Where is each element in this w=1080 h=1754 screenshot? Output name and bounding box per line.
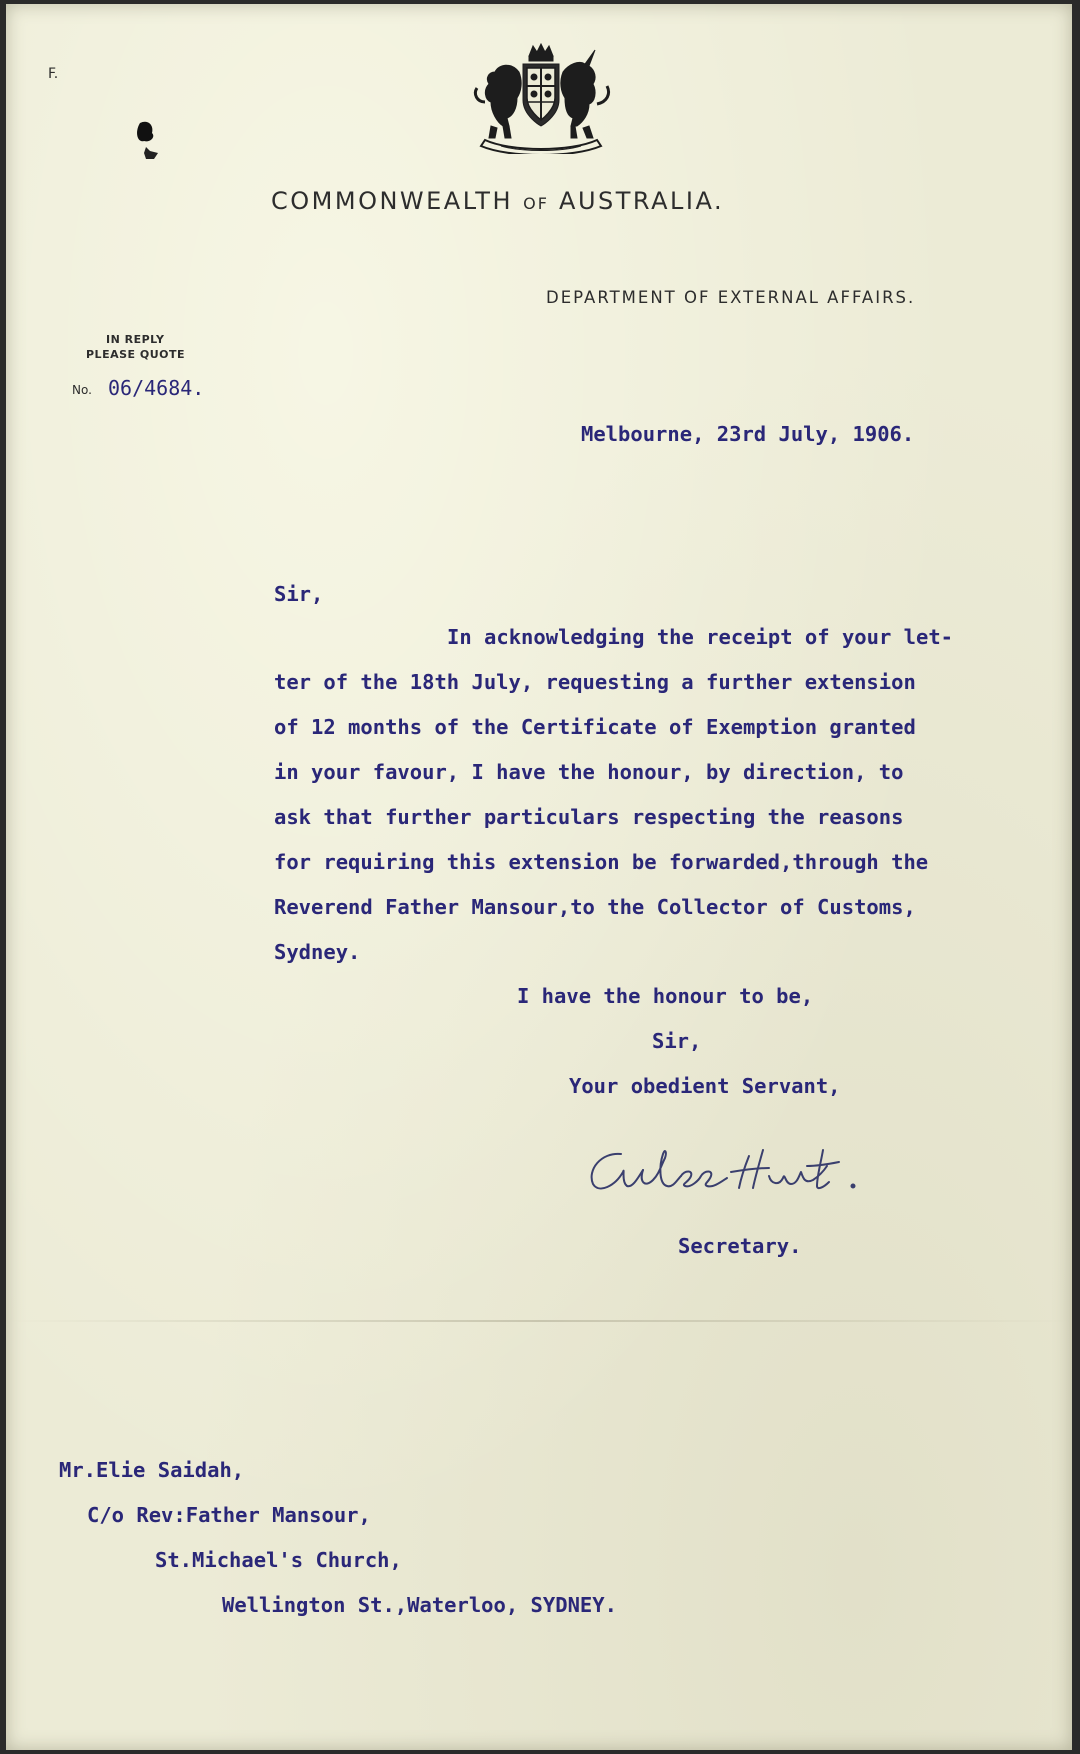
department-heading: DEPARTMENT OF EXTERNAL AFFAIRS. <box>546 288 916 307</box>
reply-instruction-line-1: IN REPLY <box>106 333 165 346</box>
signatory-title: Secretary. <box>678 1234 802 1258</box>
reply-instruction-line-2: PLEASE QUOTE <box>86 348 186 361</box>
letterhead-title-part-1: COMMONWEALTH <box>271 187 524 215</box>
addressee-line: Mr.Elie Saidah, <box>59 1458 245 1482</box>
letter-date: Melbourne, 23rd July, 1906. <box>581 422 915 446</box>
coat-of-arms-crest-icon <box>461 42 621 154</box>
body-line: ask that further particulars respecting the reasons <box>274 805 904 829</box>
file-marker: F. <box>48 66 59 82</box>
reference-prefix: No. <box>72 383 92 397</box>
body-line: In acknowledging the receipt of your let- <box>447 625 954 649</box>
reference-number: 06/4684. <box>108 376 205 400</box>
letter-sheet <box>6 4 1072 1750</box>
closing-line: Your obedient Servant, <box>569 1074 841 1098</box>
addressee-line: C/o Rev:Father Mansour, <box>87 1503 371 1527</box>
body-line: Reverend Father Mansour,to the Collector of Customs, <box>274 895 916 919</box>
page-fold-line <box>6 1320 1072 1322</box>
ink-blot-mark <box>134 119 174 169</box>
letterhead-title <box>271 187 724 215</box>
body-line: in your favour, I have the honour, by direction, to <box>274 760 904 784</box>
addressee-line: St.Michael's Church, <box>155 1548 402 1572</box>
body-line: ter of the 18th July, requesting a further extension <box>274 670 916 694</box>
closing-line: I have the honour to be, <box>517 984 814 1008</box>
addressee-line: Wellington St.,Waterloo, SYDNEY. <box>222 1593 617 1617</box>
closing-line: Sir, <box>652 1029 702 1053</box>
body-line: Sydney. <box>274 940 361 964</box>
letterhead-title-part-2: AUSTRALIA. <box>548 187 725 215</box>
salutation: Sir, <box>274 582 324 606</box>
body-line: of 12 months of the Certificate of Exemption granted <box>274 715 916 739</box>
handwritten-signature <box>581 1136 891 1208</box>
body-line: for requiring this extension be forwarded,through the <box>274 850 929 874</box>
letterhead-title-of: OF <box>523 194 549 213</box>
